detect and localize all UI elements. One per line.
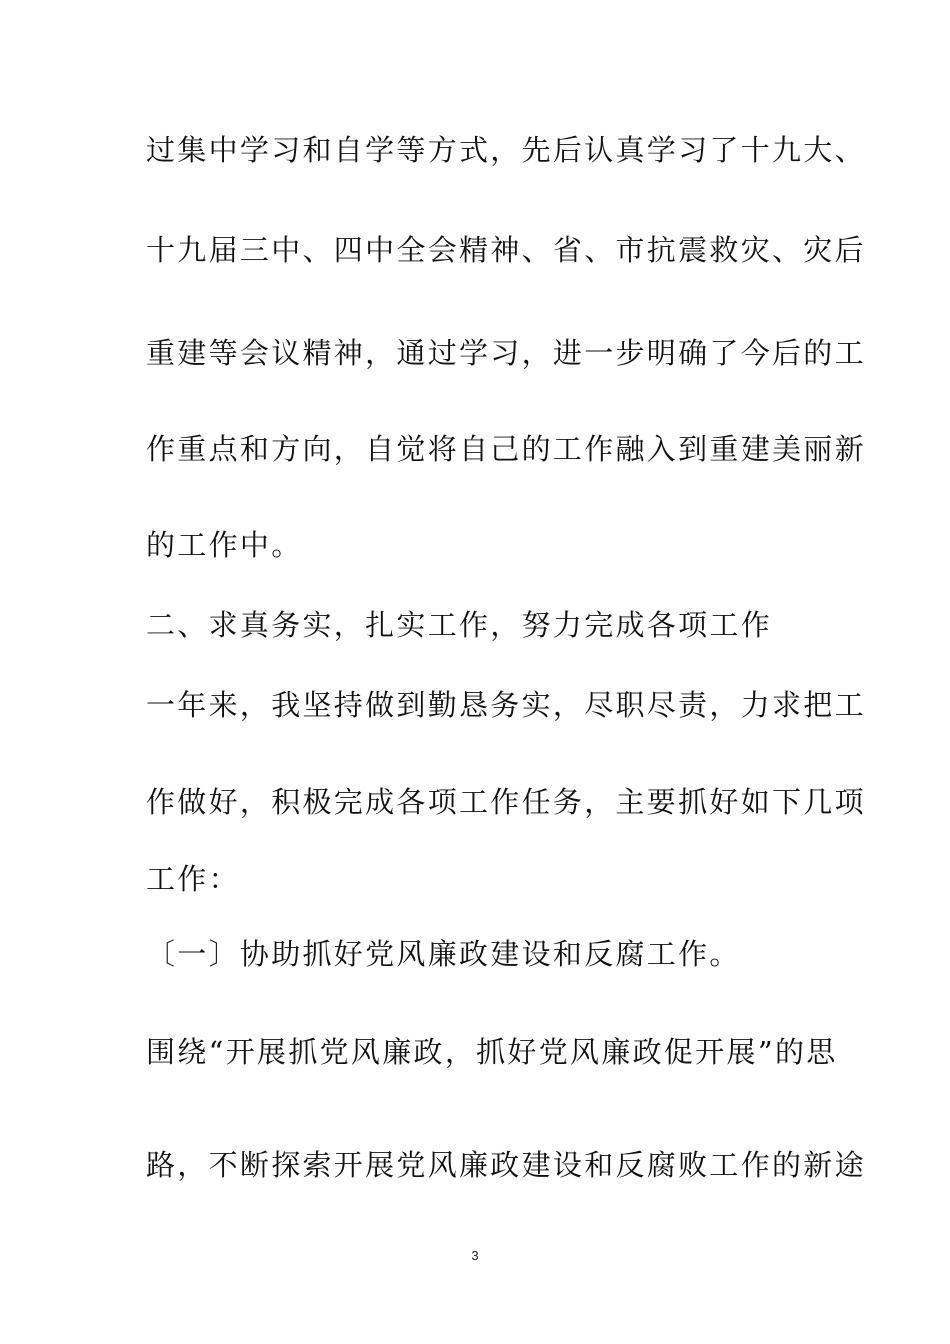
body-text-line: 重建等会议精神，通过学习，进一步明确了今后的工 bbox=[146, 336, 866, 370]
section-heading: 二、求真务实，扎实工作，努力完成各项工作 bbox=[146, 608, 773, 642]
body-text-line: 工作： bbox=[146, 862, 240, 896]
body-text-line: 过集中学习和自学等方式，先后认真学习了十九大、 bbox=[146, 133, 866, 167]
body-text-line: 路，不断探索开展党风廉政建设和反腐败工作的新途 bbox=[146, 1148, 866, 1182]
body-text-line: 一年来，我坚持做到勤恳务实，尽职尽责，力求把工 bbox=[146, 688, 866, 722]
body-text-line: 作重点和方向，自觉将自己的工作融入到重建美丽新 bbox=[146, 432, 866, 466]
body-text-line: 十九届三中、四中全会精神、省、市抗震救灾、灾后 bbox=[146, 233, 866, 267]
body-text-line: 围绕“开展抓党风廉政，抓好党风廉政促开展”的思 bbox=[146, 1035, 838, 1069]
subsection-heading: 〔一〕协助抓好党风廉政建设和反腐工作。 bbox=[146, 937, 741, 971]
page-number: 3 bbox=[471, 1248, 479, 1263]
body-text-line: 的工作中。 bbox=[146, 528, 303, 562]
body-text-line: 作做好，积极完成各项工作任务，主要抓好如下几项 bbox=[146, 785, 866, 819]
